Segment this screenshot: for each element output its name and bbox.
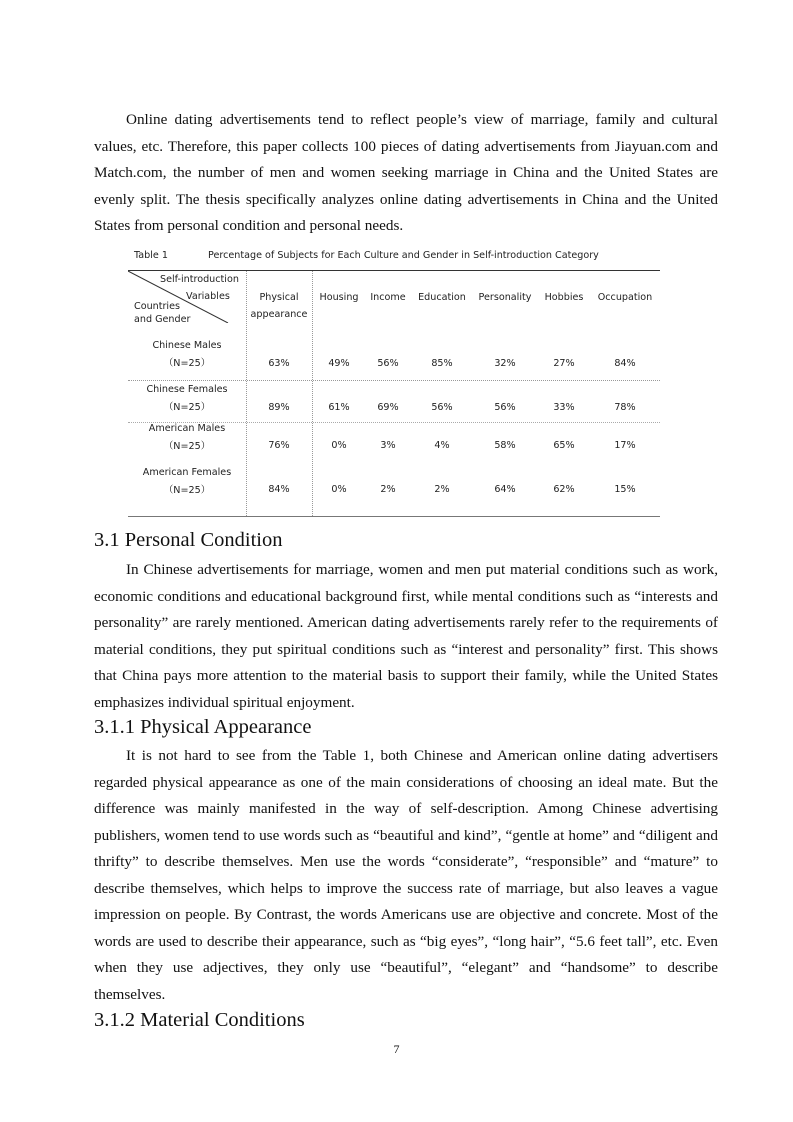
section-3-1-paragraph: In Chinese advertisements for marriage, women and men put material conditions such as work, economic conditions and educational background first, while mental conditions such as “interests and personality” are rarely mentioned. American dating advertisements rarely refer to the requirements of material conditions, they put spiritual conditions such as “interest and personality” first. This shows that China pays more attention to the material basis to support their family, while the United States emphasizes individual spiritual enjoyment. bbox=[94, 561, 718, 711]
table-cell: 49% bbox=[328, 358, 350, 369]
table-caption bbox=[128, 250, 660, 266]
row-header-chinese-females bbox=[128, 381, 246, 417]
col-header-physical: Physical bbox=[259, 292, 299, 303]
table-cell: 89% bbox=[268, 402, 290, 413]
row-n: （N=25） bbox=[163, 485, 211, 496]
table-cell: 84% bbox=[614, 358, 636, 369]
table-cell: 3% bbox=[380, 440, 396, 451]
table-cell: 78% bbox=[614, 402, 636, 413]
row-name: Chinese Males bbox=[152, 340, 222, 351]
section-3-1-heading: 3.1 Personal Condition bbox=[94, 529, 283, 551]
col-header-personality: Personality bbox=[478, 292, 532, 303]
table-1-figure bbox=[128, 244, 660, 520]
section-3-1-1-paragraph: It is not hard to see from the Table 1, both Chinese and American online dating advertisers regarded physical appearance as one of the main considerations of choosing an ideal mate. But the difference was mainly manifested in the way of self-description. Among Chinese advertising publishers, women tend to use words such as “beautiful and kind”, “gentle at home” and “diligent and thrifty” to describe themselves. Men use the words “considerate”, “responsible” and “mature” to describe themselves, which helps to improve the success rate of marriage, but also leaves a vague impression on people. By Contrast, the words Americans use are objective and concrete. Most of the words are used to describe their appearance, such as “big eyes”, “long hair”, “5.6 feet tall”, etc. Even when they use adjectives, they only use “beautiful”, “elegant” and “handsome” to describe themselves. bbox=[94, 747, 718, 1003]
table-cell: 4% bbox=[434, 440, 450, 451]
table-bottom-rule bbox=[128, 516, 660, 517]
table-cell: 84% bbox=[268, 484, 290, 495]
table-cell: 0% bbox=[331, 484, 347, 495]
row-name: Chinese Females bbox=[146, 384, 228, 395]
table-cell: 56% bbox=[431, 402, 453, 413]
table-cell: 76% bbox=[268, 440, 290, 451]
col-header-physical-line2: appearance bbox=[250, 309, 308, 320]
table-cell: 69% bbox=[377, 402, 399, 413]
corner-label-countries: Countries bbox=[134, 301, 181, 312]
table-cell: 17% bbox=[614, 440, 636, 451]
table-cell: 0% bbox=[331, 440, 347, 451]
table-cell: 27% bbox=[553, 358, 575, 369]
table-label: Table 1 bbox=[134, 250, 168, 261]
table-cell: 85% bbox=[431, 358, 453, 369]
table-cell: 58% bbox=[494, 440, 516, 451]
table-cell: 32% bbox=[494, 358, 516, 369]
table-cell: 33% bbox=[553, 402, 575, 413]
table-cell: 56% bbox=[377, 358, 399, 369]
row-header-american-females bbox=[128, 464, 246, 500]
table-title: Percentage of Subjects for Each Culture and Gender in Self-introduction Category bbox=[208, 250, 599, 261]
col-header-housing: Housing bbox=[319, 292, 359, 303]
section-3-1-2-heading: 3.1.2 Material Conditions bbox=[94, 1009, 305, 1031]
col-header-hobbies: Hobbies bbox=[544, 292, 584, 303]
table-col-divider bbox=[246, 271, 247, 516]
row-header-chinese-males bbox=[128, 337, 246, 373]
row-name: American Males bbox=[148, 423, 226, 434]
corner-label-mid: Variables bbox=[186, 291, 230, 302]
row-name: American Females bbox=[142, 467, 232, 478]
col-header-education: Education bbox=[418, 292, 466, 303]
row-n: （N=25） bbox=[163, 402, 211, 413]
row-n: （N=25） bbox=[163, 441, 211, 452]
table-cell: 63% bbox=[268, 358, 290, 369]
corner-label-top: Self-introduction bbox=[160, 274, 239, 285]
table-cell: 2% bbox=[434, 484, 450, 495]
intro-paragraph: Online dating advertisements tend to reflect people’s view of marriage, family and cultural values, etc. Therefore, this paper collects 100 pieces of dating advertisements from Jiayuan.com and Match.com, the number of men and women seeking marriage in China and the United States are evenly split. The thesis specifically analyzes online dating advertisements in China and the United States from personal condition and personal needs. bbox=[94, 111, 718, 234]
col-header-income: Income bbox=[370, 292, 406, 303]
page-number: 7 bbox=[393, 1042, 400, 1056]
table-cell: 65% bbox=[553, 440, 575, 451]
section-3-1-1-heading: 3.1.1 Physical Appearance bbox=[94, 716, 312, 738]
table-cell: 56% bbox=[494, 402, 516, 413]
table-cell: 62% bbox=[553, 484, 575, 495]
row-n: （N=25） bbox=[163, 358, 211, 369]
table-cell: 61% bbox=[328, 402, 350, 413]
table-cell: 64% bbox=[494, 484, 516, 495]
corner-label-gender: and Gender bbox=[134, 314, 191, 325]
col-header-occupation: Occupation bbox=[597, 292, 653, 303]
row-header-american-males bbox=[128, 420, 246, 456]
table-cell: 2% bbox=[380, 484, 396, 495]
table-cell: 15% bbox=[614, 484, 636, 495]
table-col-divider bbox=[312, 271, 313, 516]
